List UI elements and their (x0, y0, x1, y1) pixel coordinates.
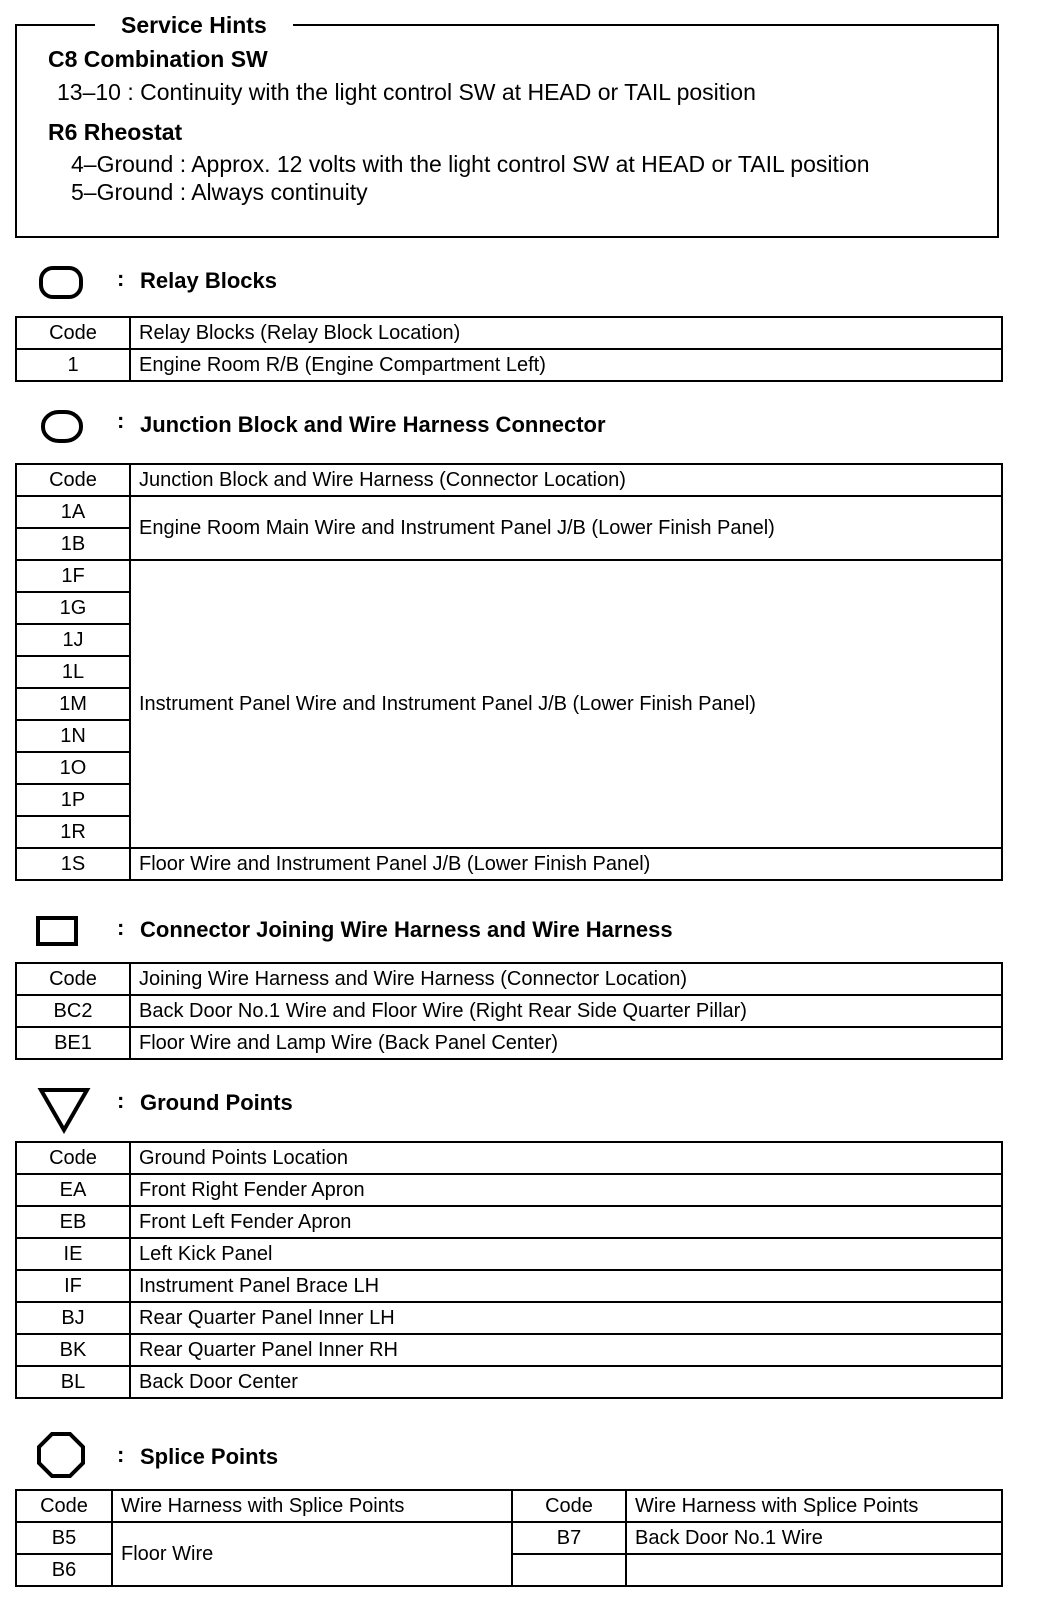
row-code: 1R (16, 816, 130, 848)
splice-points-heading (0, 1430, 1056, 1474)
section-colon: : (117, 408, 125, 433)
table-row (16, 560, 1002, 592)
section-colon: : (117, 915, 125, 940)
header-description: Wire Harness with Splice Points (112, 1490, 512, 1522)
table-header-row (16, 963, 1002, 995)
section-colon: : (117, 1088, 125, 1113)
row-code: 1O (16, 752, 130, 784)
row-code: 1F (16, 560, 130, 592)
connectors-table (15, 962, 1003, 1060)
table-row (16, 496, 1002, 528)
section-title: Relay Blocks (140, 268, 277, 293)
connectors-heading (0, 913, 1056, 957)
row-description: Instrument Panel Wire and Instrument Panel J/B (Lower Finish Panel) (130, 560, 1002, 848)
table-row (16, 1302, 1002, 1334)
row-code: 1A (16, 496, 130, 528)
row-description: Instrument Panel Brace LH (130, 1270, 1002, 1302)
section-title: Ground Points (140, 1090, 293, 1115)
row-code: 1B (16, 528, 130, 560)
relay-blocks-heading (0, 264, 1056, 308)
header-code: Code (16, 1142, 130, 1174)
row-code: 1L (16, 656, 130, 688)
triangle-down-icon (36, 1086, 92, 1134)
hint-r6-heading: R6 Rheostat (48, 119, 183, 145)
row-code: B7 (512, 1522, 626, 1554)
junction-blocks-table (15, 463, 1003, 881)
row-description: Front Left Fender Apron (130, 1206, 1002, 1238)
row-code: B5 (16, 1522, 112, 1554)
service-hints-box (15, 12, 999, 238)
table-row (16, 1522, 1002, 1554)
row-description: Front Right Fender Apron (130, 1174, 1002, 1206)
row-code: IE (16, 1238, 130, 1270)
row-code: 1 (16, 349, 130, 381)
row-description: Left Kick Panel (130, 1238, 1002, 1270)
row-code: B6 (16, 1554, 112, 1586)
row-description: Engine Room R/B (Engine Compartment Left) (130, 349, 1002, 381)
header-code: Code (16, 464, 130, 496)
row-code-empty (512, 1554, 626, 1586)
header-code: Code (16, 963, 130, 995)
oval-icon (39, 408, 87, 446)
row-code: 1N (16, 720, 130, 752)
table-row (16, 848, 1002, 880)
header-code: Code (16, 1490, 112, 1522)
row-code: EB (16, 1206, 130, 1238)
section-colon: : (117, 1442, 125, 1467)
section-title: Connector Joining Wire Harness and Wire Harness (140, 917, 673, 942)
table-header-row (16, 1490, 1002, 1522)
row-code: 1P (16, 784, 130, 816)
row-code: 1M (16, 688, 130, 720)
hint-c8-line: 13–10 : Continuity with the light control SW at HEAD or TAIL position (57, 79, 756, 105)
row-description: Floor Wire (112, 1522, 512, 1586)
header-description: Wire Harness with Splice Points (626, 1490, 1002, 1522)
octagon-icon (35, 1430, 87, 1480)
row-code: 1S (16, 848, 130, 880)
table-header-row (16, 1142, 1002, 1174)
table-row (16, 995, 1002, 1027)
table-row (16, 349, 1002, 381)
row-code: IF (16, 1270, 130, 1302)
row-description: Back Door Center (130, 1366, 1002, 1398)
row-description: Back Door No.1 Wire and Floor Wire (Right Rear Side Quarter Pillar) (130, 995, 1002, 1027)
row-code: BL (16, 1366, 130, 1398)
row-description: Rear Quarter Panel Inner LH (130, 1302, 1002, 1334)
row-description: Floor Wire and Instrument Panel J/B (Lower Finish Panel) (130, 848, 1002, 880)
row-code: EA (16, 1174, 130, 1206)
row-description-empty (626, 1554, 1002, 1586)
table-row (16, 1206, 1002, 1238)
hint-r6-line-1: 4–Ground : Approx. 12 volts with the light control SW at HEAD or TAIL position (71, 151, 870, 177)
table-row (16, 1027, 1002, 1059)
rectangle-icon (35, 913, 81, 949)
header-description: Relay Blocks (Relay Block Location) (130, 317, 1002, 349)
row-description: Rear Quarter Panel Inner RH (130, 1334, 1002, 1366)
hint-c8-heading: C8 Combination SW (48, 46, 268, 72)
table-row (16, 1238, 1002, 1270)
ground-points-heading (0, 1086, 1056, 1130)
table-row (16, 1366, 1002, 1398)
junction-blocks-heading (0, 408, 1056, 452)
ground-points-table (15, 1141, 1003, 1399)
row-code: BK (16, 1334, 130, 1366)
header-description: Joining Wire Harness and Wire Harness (Connector Location) (130, 963, 1002, 995)
header-description: Junction Block and Wire Harness (Connector Location) (130, 464, 1002, 496)
row-code: BC2 (16, 995, 130, 1027)
hint-r6-line-2: 5–Ground : Always continuity (71, 179, 368, 205)
relay-blocks-table (15, 316, 1003, 382)
table-header-row (16, 317, 1002, 349)
header-description: Ground Points Location (130, 1142, 1002, 1174)
table-row (16, 1334, 1002, 1366)
row-code: BJ (16, 1302, 130, 1334)
section-title: Splice Points (140, 1444, 279, 1469)
row-description: Floor Wire and Lamp Wire (Back Panel Center) (130, 1027, 1002, 1059)
splice-points-table (15, 1489, 1003, 1587)
header-code: Code (512, 1490, 626, 1522)
row-description: Engine Room Main Wire and Instrument Panel J/B (Lower Finish Panel) (130, 496, 1002, 560)
table-row (16, 1174, 1002, 1206)
rounded-rect-icon (37, 264, 85, 302)
row-code: 1G (16, 592, 130, 624)
row-code: 1J (16, 624, 130, 656)
table-header-row (16, 464, 1002, 496)
section-colon: : (117, 266, 125, 291)
row-description: Back Door No.1 Wire (626, 1522, 1002, 1554)
row-code: BE1 (16, 1027, 130, 1059)
header-code: Code (16, 317, 130, 349)
section-title: Junction Block and Wire Harness Connector (140, 412, 606, 437)
table-row (16, 1270, 1002, 1302)
service-hints-title: Service Hints (95, 12, 293, 38)
